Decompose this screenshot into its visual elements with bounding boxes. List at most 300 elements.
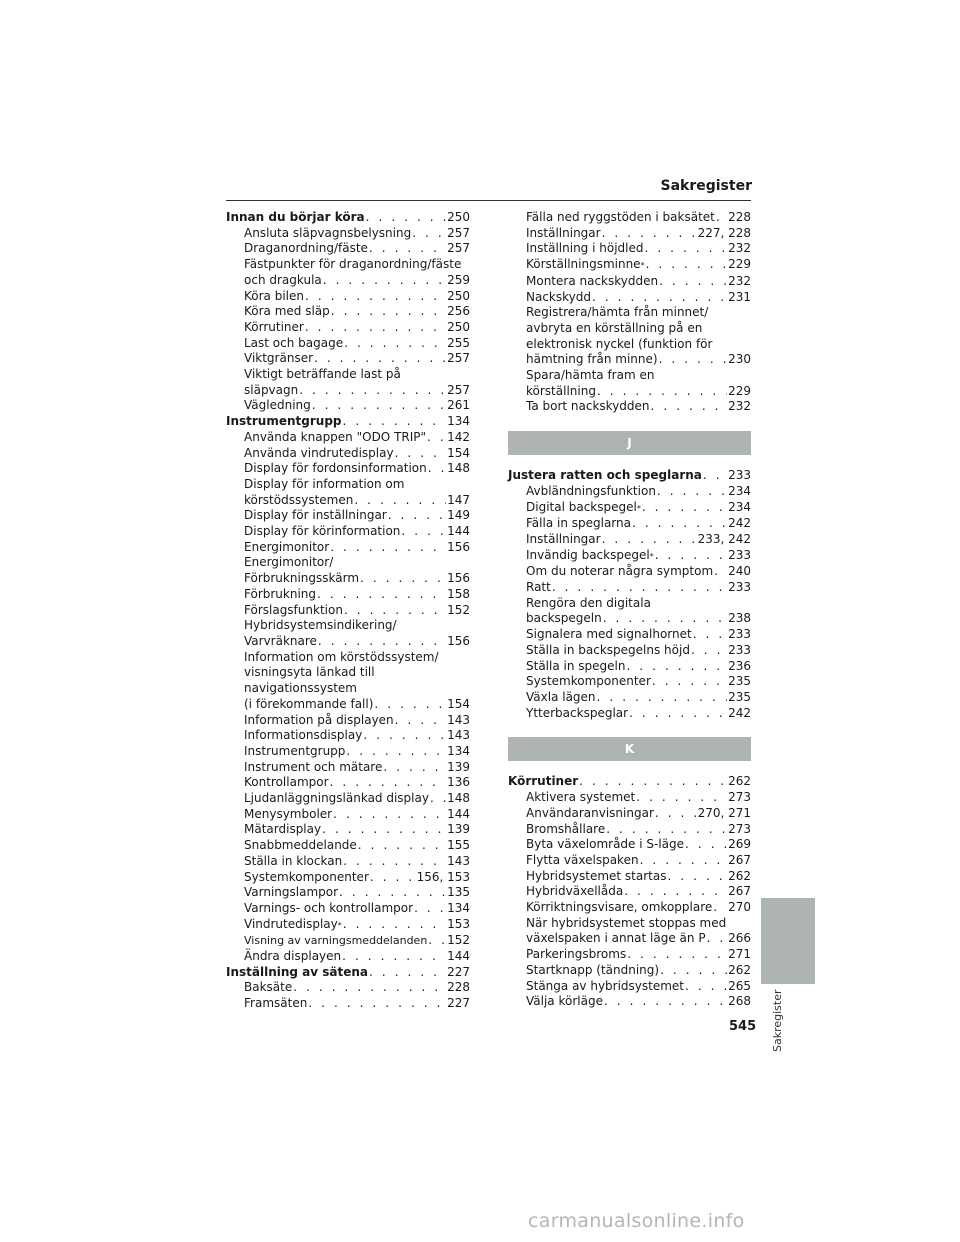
dot-leader [369,965,446,981]
entry-label: och dragkula [244,272,322,287]
index-sub-entry [508,900,751,916]
entry-page-number: 156 [447,539,470,554]
index-entry-text: elektronisk nyckel (funktion för [526,336,713,351]
entry-label: Display för fordonsinformation [244,461,427,476]
dot-leader [597,690,728,706]
entry-page-number: 261 [447,398,470,413]
dot-leader [370,870,416,886]
dot-leader [401,524,446,540]
entry-label: Köra med släp [244,304,330,319]
index-sub-entry [508,484,751,500]
entry-page-number: 273 [728,821,751,836]
dot-leader [317,587,446,603]
entry-page-number: 242 [728,516,751,531]
dot-leader [428,933,446,949]
entry-page-number: 154 [447,445,470,460]
entry-page-number: 268 [728,994,751,1009]
index-sub-entry [226,634,470,650]
entry-page-number: 265 [728,978,751,993]
dot-leader [632,516,727,532]
entry-label: Instrumentgrupp [244,743,346,758]
dot-leader [660,963,727,979]
index-sub-entry [226,728,470,744]
index-sub-entry [508,963,751,979]
entry-page-number: 234 [728,499,751,514]
index-sub-entry [226,854,470,870]
entry-page-number: 256 [447,304,470,319]
index-entry-text: När hybridsystemet stoppas med [526,915,727,930]
entry-page-number: 238 [728,611,751,626]
index-entry-text: Fästpunkter för draganordning/fäste [244,257,462,272]
entry-label: Baksäte [244,980,293,995]
dot-leader [366,210,446,226]
dot-leader [333,807,446,823]
entry-page-number: 134 [447,414,470,429]
dot-leader [412,226,446,242]
index-sub-entry [226,493,470,509]
entry-label: körstödssystemen [244,492,354,507]
dot-leader [363,728,446,744]
entry-label: Stänga av hybridsystemet [526,978,685,993]
dot-leader [305,320,446,336]
entry-page-number: 262 [728,962,751,977]
entry-label: Menysymboler [244,806,333,821]
entry-label: Välja körläge [526,994,603,1009]
index-sub-entry [226,697,470,713]
entry-label: (i förekommande fall) [244,696,374,711]
dot-leader [629,706,727,722]
dot-leader [597,384,727,400]
entry-label: Ställa in spegeln [526,658,626,673]
index-sub-entry [226,320,470,336]
entry-label: körställning [526,383,596,398]
entry-label: Display för körinformation [244,524,401,539]
index-entry-text: navigationssystem [244,681,357,696]
index-sub-entry [226,933,470,949]
entry-asterisk: * [640,261,645,271]
dot-leader [685,979,727,995]
entry-label: Ändra displayen [244,949,342,964]
dot-leader [603,611,727,627]
page-header-title: Sakregister [660,178,752,194]
entry-page-number: 270, 271 [697,805,751,820]
dot-leader [331,304,446,320]
dot-leader [395,446,447,462]
entry-label: Inställningar [526,225,601,240]
index-sub-entry [226,289,470,305]
dot-leader [388,508,446,524]
dot-leader [552,580,727,596]
index-sub-entry [508,884,751,900]
index-sub-entry [226,446,470,462]
index-sub-entry [226,461,470,477]
entry-page-number: 144 [447,949,470,964]
entry-page-number: 233 [728,468,751,483]
dot-leader [624,884,727,900]
dot-leader [383,760,446,776]
entry-asterisk: * [636,503,641,513]
entry-label: Informationsdisplay [244,728,363,743]
entry-label: Bromshållare [526,821,606,836]
entry-label: Fälla in speglarna [526,516,631,531]
entry-page-number: 154 [447,696,470,711]
entry-label: Information på displayen [244,712,394,727]
right-k-entries [508,774,751,1010]
dot-leader [322,822,446,838]
entry-label: Systemkomponenter [244,869,369,884]
dot-leader [323,273,446,289]
entry-label: Parkeringsbroms [526,947,627,962]
entry-page-number: 255 [447,335,470,350]
dot-leader [344,336,446,352]
entry-page-number: 229 [728,383,751,398]
entry-page-number: 250 [447,210,470,224]
entry-page-number: 134 [447,743,470,758]
index-sub-entry [226,508,470,524]
entry-label: Hybridväxellåda [526,884,624,899]
index-entry-text: Hybridsystemsindikering/ [244,618,397,633]
entry-label: Nackskydd [526,289,591,304]
entry-page-number: 227 [447,996,470,1011]
index-sub-entry [226,336,470,352]
entry-label: Byta växelområde i S-läge [526,837,685,852]
dot-leader [606,822,727,838]
entry-label: Instrument och mätare [244,759,383,774]
entry-page-number: 271 [728,947,751,962]
dot-leader [314,351,446,367]
dot-leader [330,540,446,556]
dot-leader [713,900,727,916]
index-sub-entry [226,949,470,965]
index-sub-entry [226,775,470,791]
entry-page-number: 228 [728,210,751,224]
index-entry-text: Viktigt beträffande last på [244,367,401,382]
index-sub-entry [508,290,751,306]
index-sub-entry [226,603,470,619]
entry-label: Ställa in klockan [244,853,343,868]
dot-leader [655,806,697,822]
entry-page-number: 267 [728,884,751,899]
index-sub-entry [508,210,751,226]
entry-label: hämtning från minne) [526,352,658,367]
entry-label: Snabbmeddelande [244,838,357,853]
dot-leader [659,274,727,290]
dot-leader [703,468,727,484]
entry-page-number: 156 [447,633,470,648]
index-sub-entry [226,713,470,729]
entry-page-number: 156, 153 [416,869,470,884]
entry-label: Körrutiner [508,774,579,789]
index-sub-entry [226,273,470,289]
dot-leader [305,289,446,305]
dot-leader [604,994,727,1010]
entry-page-number: 136 [447,775,470,790]
entry-page-number: 232 [728,399,751,414]
entry-label: Användaranvisningar [526,805,654,820]
entry-label: Använda vindrutedisplay [244,445,394,460]
entry-page-number: 236 [728,658,751,673]
index-entry-text: Registrera/hämta från minnet/ [526,305,709,320]
dot-leader [428,461,446,477]
entry-label: Vägledning [244,398,311,413]
dot-leader [343,917,446,933]
dot-leader [312,398,446,414]
dot-leader [644,241,727,257]
index-sub-entry [226,870,470,886]
header-rule [226,200,751,201]
dot-leader [602,532,697,548]
entry-label: Startknapp (tändning) [526,962,660,977]
index-sub-entry [508,627,751,643]
index-sub-entry [508,274,751,290]
entry-page-number: 233 [728,627,751,642]
index-sub-entry [508,931,751,947]
index-entry-text: visningsyta länkad till [244,665,375,680]
dot-leader [308,996,446,1012]
entry-page-number: 273 [728,790,751,805]
entry-label: Ansluta släpvagnsbelysning [244,225,412,240]
index-sub-entry [226,744,470,760]
index-sub-entry [226,226,470,242]
entry-label: Systemkomponenter [526,674,651,689]
entry-label: Last och bagage [244,335,344,350]
entry-label: Mätardisplay [244,822,322,837]
watermark: carmanualsonline.info [528,1210,745,1232]
dot-leader [343,414,447,430]
entry-label: Instrumentgrupp [226,414,342,429]
entry-page-number: 155 [447,838,470,853]
index-sub-entry [226,838,470,854]
index-sub-entry [226,760,470,776]
index-entry-text: Information om körstödssystem/ [244,649,439,664]
entry-label: Ljudanläggningslänkad display [244,791,429,806]
dot-leader [626,659,727,675]
entry-page-number: 147 [447,492,470,507]
entry-page-number: 227, 228 [697,225,751,240]
index-sub-entry [508,790,751,806]
index-sub-entry [508,706,751,722]
entry-page-number: 270 [728,900,751,915]
entry-page-number: 158 [447,586,470,601]
entry-page-number: 233, 242 [697,531,751,546]
entry-page-number: 232 [728,241,751,256]
right-top-entries [508,210,751,415]
dot-leader [346,744,446,760]
entry-page-number: 139 [447,759,470,774]
entry-page-number: 229 [728,257,751,272]
index-sub-entry [226,571,470,587]
page-number: 545 [729,1019,757,1034]
entry-page-number: 233 [728,580,751,595]
index-sub-entry [226,398,470,414]
index-sub-entry [508,853,751,869]
entry-label: Avbländningsfunktion [526,483,656,498]
entry-page-number: 266 [728,931,751,946]
entry-label: Display för inställningar [244,508,387,523]
entry-page-number: 227 [447,964,470,979]
dot-leader [354,493,446,509]
entry-label: backspegeln [526,611,602,626]
entry-label: Inställningar [526,531,601,546]
dot-leader [636,790,727,806]
index-sub-entry [508,611,751,627]
dot-leader [430,791,446,807]
entry-label: Draganordning/fäste [244,241,368,256]
index-entry-text: avbryta en körställning på en [526,320,703,335]
index-sub-entry [508,994,751,1010]
entry-page-number: 235 [728,674,751,689]
entry-label: Justera ratten och speglarna [508,468,702,483]
dot-leader [339,885,446,901]
entry-page-number: 152 [447,602,470,617]
entry-page-number: 144 [447,524,470,539]
dot-leader [655,548,727,564]
index-sub-entry [226,885,470,901]
index-entry-text: Energimonitor/ [244,555,334,570]
index-main-entry [226,965,470,981]
index-sub-entry [508,226,751,242]
right-j-entries [508,468,751,721]
index-sub-entry [508,806,751,822]
entry-label: Använda knappen "ODO TRIP" [244,429,427,444]
index-sub-entry [508,532,751,548]
dot-leader [627,947,727,963]
section-band-k: K [508,737,751,761]
entry-page-number: 156 [447,571,470,586]
index-entry-text: Spara/hämta fram en [526,368,655,383]
index-sub-entry [508,643,751,659]
entry-page-number: 269 [728,837,751,852]
entry-label: Förbrukningsskärm [244,571,360,586]
index-sub-entry [508,979,751,995]
entry-label: Inställning i höjdled [526,241,644,256]
index-main-entry [226,210,470,226]
index-sub-entry [508,516,751,532]
dot-leader [360,571,446,587]
index-sub-entry [226,996,470,1012]
entry-page-number: 148 [447,461,470,476]
entry-label: Framsäten [244,996,308,1011]
entry-asterisk: * [649,551,654,561]
entry-label: Hybridsystemet startas [526,868,667,883]
dot-leader [427,430,446,446]
entry-label: Aktivera systemet [526,790,636,805]
entry-page-number: 234 [728,483,751,498]
dot-leader [667,869,727,885]
dot-leader [592,290,727,306]
entry-page-number: 267 [728,852,751,867]
dot-leader [343,854,446,870]
entry-page-number: 148 [447,791,470,806]
dot-leader [330,775,447,791]
dot-leader [579,774,727,790]
index-sub-entry [226,524,470,540]
entry-page-number: 139 [447,822,470,837]
index-sub-entry [226,351,470,367]
entry-page-number: 143 [447,853,470,868]
index-sub-entry [226,241,470,257]
entry-label: Köra bilen [244,288,304,303]
entry-page-number: 257 [447,382,470,397]
entry-page-number: 153 [447,916,470,931]
side-tab-label: Sakregister [771,989,784,1052]
entry-page-number: 135 [447,885,470,900]
entry-label: Kontrollampor [244,775,329,790]
index-column-left [226,210,470,1012]
dot-leader [693,627,727,643]
entry-label: Fälla ned ryggstöden i baksätet [526,210,715,224]
entry-page-number: 231 [728,289,751,304]
index-sub-entry [226,587,470,603]
index-sub-entry [508,837,751,853]
index-sub-entry [508,822,751,838]
index-sub-entry [508,564,751,580]
entry-page-number: 233 [728,547,751,562]
entry-page-number: 242 [728,705,751,720]
entry-page-number: 149 [447,508,470,523]
entry-label: Digital backspegel [526,499,637,514]
dot-leader [640,853,728,869]
index-main-entry [226,414,470,430]
entry-label: Innan du börjar köra [226,210,365,224]
side-tab [761,898,815,984]
index-sub-entry [508,580,751,596]
dot-leader [659,352,728,368]
index-sub-entry [226,430,470,446]
entry-label: Ytterbackspeglar [526,705,629,720]
entry-label: Förbrukning [244,586,317,601]
dot-leader [318,634,446,650]
entry-label: Körriktningsvisare, omkopplare [526,900,713,915]
index-sub-entry [226,304,470,320]
index-main-entry [508,468,751,484]
dot-leader [646,257,728,273]
dot-leader [691,643,727,659]
index-sub-entry [508,869,751,885]
entry-label: Förslagsfunktion [244,602,343,617]
dot-leader [299,383,446,399]
entry-label: Vindrutedisplay [244,916,338,931]
dot-leader [651,399,728,415]
dot-leader [293,980,446,996]
index-sub-entry [226,917,470,934]
entry-page-number: 250 [447,319,470,334]
index-sub-entry [508,352,751,368]
entry-label: Körställningsminne [526,257,641,272]
index-sub-entry [226,807,470,823]
entry-page-number: 144 [447,806,470,821]
entry-label: Invändig backspegel [526,547,650,562]
dot-leader [414,901,446,917]
entry-label: Inställning av sätena [226,964,369,979]
index-sub-entry [508,257,751,274]
index-sub-entry [508,659,751,675]
entry-label: Varvräknare [244,633,317,648]
index-sub-entry [226,791,470,807]
index-main-entry [508,774,751,790]
dot-leader [395,713,446,729]
entry-label: Varnings- och kontrollampor [244,900,414,915]
dot-leader [707,931,728,947]
index-sub-entry [226,980,470,996]
entry-label: Viktgränser [244,351,314,366]
dot-leader [716,210,727,226]
index-sub-entry [226,383,470,399]
dot-leader [602,226,697,242]
entry-label: Om du noterar några symptom [526,564,714,579]
dot-leader [342,949,446,965]
dot-leader [685,837,727,853]
